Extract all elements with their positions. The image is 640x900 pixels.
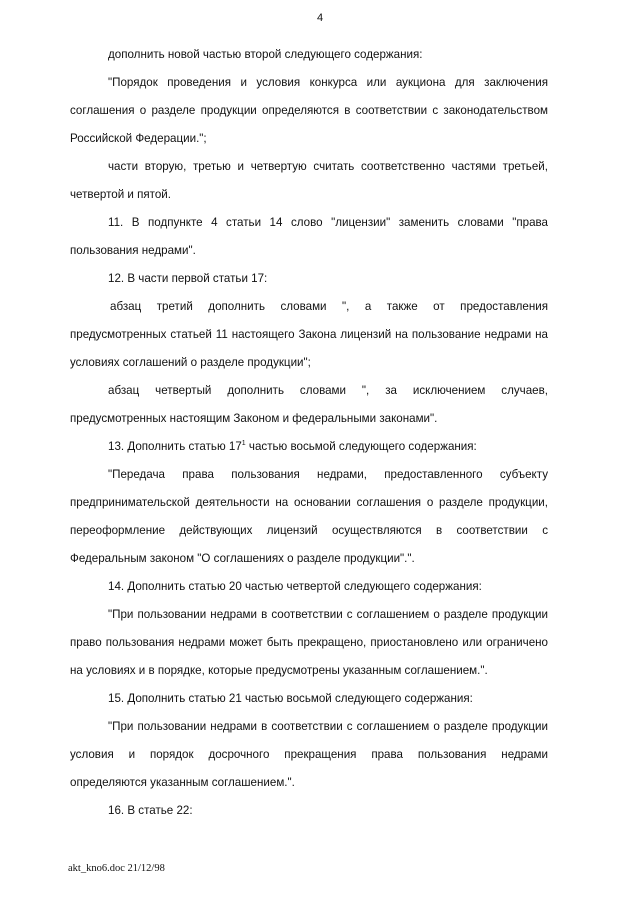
text-line: определяются указанным соглашением.". (70, 776, 295, 789)
text-line: "Передача права пользования недрами, предоставленного субъекту (108, 468, 548, 481)
text-line: "При пользовании недрами в соответствии с соглашением о разделе продукции (108, 720, 548, 733)
text-line-end: частью восьмой следующего содержания: (245, 440, 477, 453)
text-line: Федеральным законом "О соглашениях о разделе продукции".". (70, 552, 415, 565)
text-line: абзац четвертый дополнить словами ", за исключением случаев, (108, 384, 548, 397)
page-number: 4 (316, 12, 324, 24)
footer-filename: akt_kno6.doc 21/12/98 (68, 863, 165, 874)
superscript: 1 (241, 440, 246, 447)
text-line: "Порядок проведения и условия конкурса или аукциона для заключения (108, 76, 548, 89)
text-line: четвертой и пятой. (70, 188, 171, 201)
text-line: предусмотренных статьей 11 настоящего Закона лицензий на пользование недрами на (70, 328, 548, 341)
text-line: пользования недрами". (70, 244, 196, 257)
text-line: переоформление действующих лицензий осуществляются в соответствии с (70, 524, 548, 537)
text-line: на условиях и в порядке, которые предусмотрены указанным соглашением.". (70, 664, 488, 677)
text-line (108, 440, 477, 454)
text-line: соглашения о разделе продукции определяются в соответствии с законодательством (70, 104, 548, 117)
text-line: право пользования недрами может быть прекращено, приостановлено или ограничено (70, 636, 548, 649)
text-line: условия и порядок досрочного прекращения права пользования недрами (70, 748, 548, 761)
text-line-start: 13. Дополнить статью 17 (108, 440, 242, 453)
text-line: 15. Дополнить статью 21 частью восьмой следующего содержания: (108, 692, 473, 705)
text-line: условиях соглашений о разделе продукции"; (70, 356, 311, 369)
text-line: Российской Федерации."; (70, 132, 207, 145)
text-line: "При пользовании недрами в соответствии с соглашением о разделе продукции (108, 608, 548, 621)
text-line: дополнить новой частью второй следующего содержания: (108, 48, 423, 61)
text-line: 16. В статье 22: (108, 804, 193, 817)
text-line: предпринимательской деятельности на основании соглашения о разделе продукции, (70, 496, 548, 509)
text-line: 12. В части первой статьи 17: (108, 272, 268, 285)
text-line: 11. В подпункте 4 статьи 14 слово "лицензии" заменить словами "права (108, 216, 548, 229)
text-line: 14. Дополнить статью 20 частью четвертой следующего содержания: (108, 580, 482, 593)
text-line: предусмотренных настоящим Законом и федеральными законами". (70, 412, 438, 425)
text-line: абзац третий дополнить словами ", а также от предоставления (110, 300, 548, 313)
text-line: части вторую, третью и четвертую считать соответственно частями третьей, (108, 160, 548, 173)
